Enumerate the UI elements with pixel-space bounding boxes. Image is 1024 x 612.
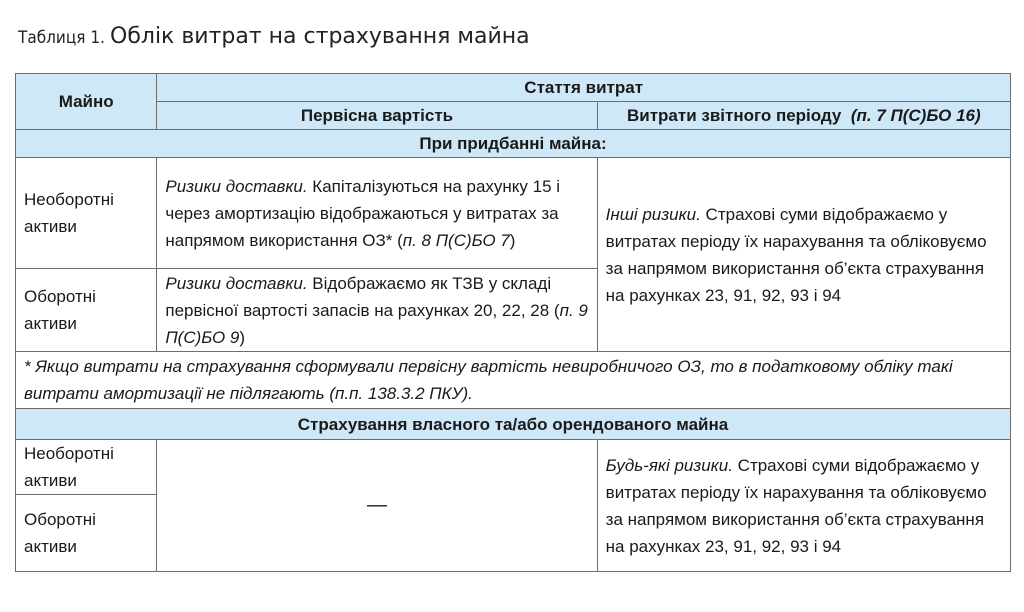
risk-lead: Інші ризики. [605, 204, 701, 224]
header-period-ref: (п. 7 П(С)БО 16) [850, 106, 981, 125]
cell-text: Відображаємо як ТЗВ у складі первісної вартості запасів на рахунках 20, 22, 28 ( [165, 273, 560, 320]
header-expense-item: Стаття витрат [157, 74, 1011, 102]
cell-text: Страхові суми відображаємо у витратах періоду їх нарахування та обліковуємо за напрямом використання об’єкта страхування на рахунках 23, 91, 92, 93 і 94 [605, 204, 987, 305]
header-property: Майно [16, 74, 157, 130]
cell-text: Страхові суми відображаємо у витратах періоду їх нарахування та обліковуємо за напрямом використання об’єкта страхування на рахунках 23, 91, 92, 93 і 94 [605, 455, 987, 556]
header-initial-cost: Первісна вартість [157, 102, 597, 130]
cell-text: Капіталізуються на рахунку 15 і через амортизацію відображаються у витратах за напрямом використання ОЗ* ( [165, 176, 561, 250]
cell-property: Оборотні активи [16, 495, 157, 572]
table-caption [18, 24, 530, 49]
risk-lead: Ризики доставки. [165, 176, 308, 196]
caption-title: Облік витрат на страхування майна [110, 24, 530, 49]
cell-ref: п. 9 П(С)БО 9 [165, 300, 588, 347]
cell-period-expenses [597, 158, 1010, 352]
footnote: * Якщо витрати на страхування сформували первісну вартість невиробничого ОЗ, то в податковому обліку такі витрати амортизації не підлягають (п.п. 138.3.2 ПКУ). [16, 352, 1011, 409]
cell-property: Оборотні активи [16, 269, 157, 352]
cell-period-expenses [597, 440, 1010, 572]
table-row [16, 440, 1011, 495]
risk-lead: Ризики доставки. [165, 273, 308, 293]
cell-end: ) [239, 327, 246, 347]
insurance-expense-table [15, 73, 1011, 572]
cell-end: ) [509, 230, 516, 250]
cell-initial-cost-empty: — [157, 440, 597, 572]
cell-ref: п. 8 П(С)БО 7 [402, 230, 510, 250]
cell-initial-cost [157, 269, 597, 352]
caption-label: Таблиця 1. [18, 28, 105, 48]
section-insurance-title: Страхування власного та/або орендованого майна [16, 409, 1011, 440]
header-period-label: Витрати звітного періоду [626, 106, 842, 125]
risk-lead: Будь-які ризики. [605, 455, 733, 475]
section-acquisition-title: При придбанні майна: [16, 130, 1011, 158]
table-row [16, 158, 1011, 269]
cell-property: Необоротні активи [16, 158, 157, 269]
header-period-expenses [597, 102, 1010, 130]
cell-initial-cost [157, 158, 597, 269]
cell-property: Необоротні активи [16, 440, 157, 495]
